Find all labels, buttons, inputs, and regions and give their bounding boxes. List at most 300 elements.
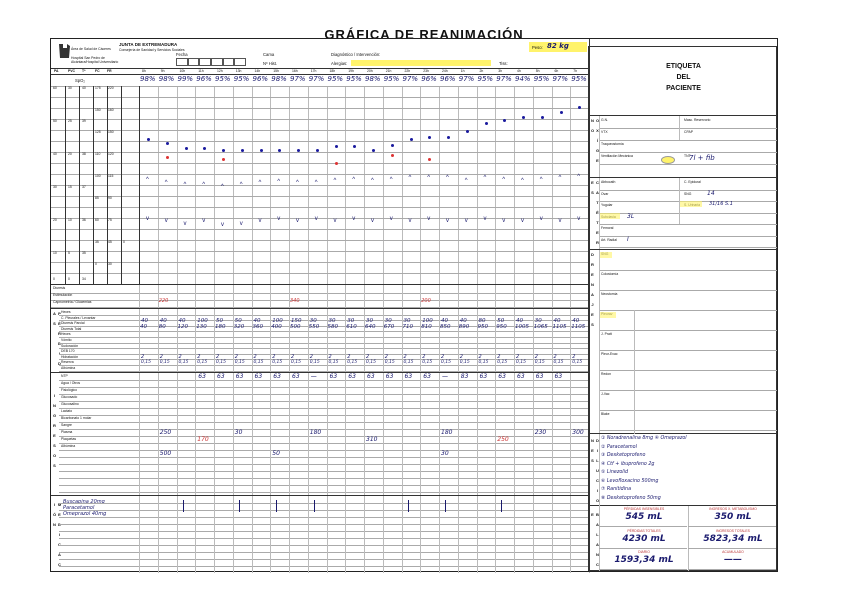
scale-t: 35 — [82, 251, 86, 255]
hour-label: 14h — [254, 69, 261, 73]
ingresos-row-label: Fisiológico — [61, 388, 78, 392]
grid-line — [477, 496, 478, 573]
perdidas-row-label: Heces — [61, 332, 71, 337]
dilucion-item: ⑧ Dexketoprofeno 50mg — [601, 495, 661, 501]
grid-line — [327, 496, 328, 573]
scale-t: 34 — [82, 277, 86, 281]
logo-icon — [57, 42, 71, 60]
grid-line — [107, 86, 108, 284]
cateter-right-label: C. Epidural — [684, 180, 701, 184]
ntp-value: 63 — [498, 373, 506, 380]
hidratacion-value: 2 — [459, 354, 463, 360]
ntp-value: 63 — [198, 373, 206, 380]
hour-label: 6h — [554, 69, 559, 73]
diuresis-parcial-value: 30 — [309, 318, 317, 324]
grid-line — [420, 496, 421, 573]
alergias-highlight[interactable] — [351, 60, 491, 66]
diuresis-total-value: 400 — [271, 324, 282, 330]
scale-fc: 125 — [95, 130, 101, 134]
peso-value: 82 kg — [547, 42, 569, 50]
ntp-value: — — [442, 373, 448, 380]
grid-line — [402, 373, 403, 496]
grid-line — [495, 285, 496, 309]
reserva-value: 0,15 — [197, 360, 208, 365]
ntp-value: 63 — [273, 373, 281, 380]
grid-line — [402, 309, 403, 373]
diuresis-total-value: 320 — [233, 324, 245, 330]
balance-cell-label: INGRESOS X. METABOLISMO — [709, 507, 757, 511]
scale-pa: 0 — [53, 277, 55, 281]
ingreso-value: 30 — [441, 450, 449, 457]
hour-label: 1h — [460, 69, 465, 73]
diuresis-parcial-value: 50 — [216, 318, 223, 324]
ingresos-row-label: Agua / Otros — [61, 381, 81, 385]
hour-label: 22h — [404, 69, 411, 73]
ntp-value: 63 — [217, 373, 225, 380]
hour-label: 9h — [160, 69, 165, 73]
pa-dia-mark: v — [558, 218, 562, 225]
grid-line — [252, 496, 253, 573]
grid-line — [195, 496, 196, 573]
ingreso-value: 180 — [441, 429, 453, 436]
hidratacion-value: 2 — [347, 354, 351, 360]
pa-dia-mark: v — [239, 220, 243, 227]
medication-tick — [314, 500, 315, 512]
diuresis-parcial-value: 40 — [141, 318, 148, 324]
medicacion-label: M E D I C A C I Ó N — [52, 502, 62, 567]
diuresis-parcial-value: 80 — [478, 318, 486, 324]
ingresos-row-label: NTP — [61, 374, 68, 378]
fc-point — [503, 119, 506, 122]
scale-fc: 0 — [95, 262, 97, 266]
pa-sys-mark: ^ — [333, 177, 337, 184]
diuresis-parcial-value: 40 — [253, 318, 261, 324]
pa-dia-mark: v — [483, 216, 487, 223]
grid-line — [420, 285, 421, 309]
hidratacion-value: 2 — [309, 354, 313, 360]
pa-sys-mark: ^ — [314, 179, 318, 186]
pa-dia-mark: v — [296, 218, 299, 225]
spo2-value: 98% — [158, 75, 175, 83]
ingreso-value: 170 — [197, 436, 209, 443]
grid-line — [599, 247, 777, 248]
reserva-value: 0,15 — [291, 360, 302, 365]
diuresis-parcial-value: 30 — [328, 318, 336, 324]
hidratacion-value: 2 — [272, 354, 276, 360]
grid-line — [477, 309, 478, 373]
hidratacion-value: 2 — [178, 354, 182, 360]
diuresis-parcial-value: 30 — [366, 318, 373, 324]
mid-row-label: Diuresis — [53, 286, 66, 290]
dilucion-item: ⑥ Levofloxacino 500mg — [601, 478, 659, 484]
grid-line — [139, 285, 140, 309]
grid-line — [599, 128, 777, 129]
ingresos-section — [51, 372, 589, 496]
pa-dia-mark: v — [389, 216, 393, 223]
grid-line — [364, 496, 365, 573]
perdidas-row-label: Sudoración — [61, 343, 79, 348]
fc-point — [166, 142, 169, 145]
diuresis-total-value: 1065 — [533, 324, 548, 330]
reserva-value: 0,15 — [366, 360, 377, 365]
nhist-label: Nº Hist. — [263, 61, 278, 66]
cateter-value: 14 — [707, 190, 715, 197]
grid-line — [599, 370, 777, 371]
ingresos-row-label: Glucosalino — [61, 402, 79, 406]
grid-line — [252, 285, 253, 309]
grid-line — [327, 285, 328, 309]
pa-sys-mark: ^ — [146, 176, 149, 183]
section-row-label: Blake — [601, 412, 610, 416]
scale-pvc: 5 — [68, 251, 70, 255]
diluciones-label: D I L U C I O N E S — [590, 438, 600, 503]
spo2-value: 96% — [252, 75, 269, 83]
pa-sys-mark: ^ — [464, 177, 468, 184]
perdidas-row-label: Diuresis Total — [61, 326, 82, 331]
fc-point — [485, 122, 488, 125]
ventilacion-value: 7l + fib — [689, 154, 715, 162]
grid-line — [679, 116, 680, 140]
balance-cell-label: INGRESOS TOTALES — [716, 529, 750, 533]
scale-pa: 30 — [53, 185, 57, 189]
reserva-value: 0,15 — [234, 360, 245, 365]
grid-line — [533, 496, 534, 573]
grid-line — [195, 373, 196, 496]
diuresis-parcial-value: 100 — [422, 318, 433, 324]
scale-fc: 110 — [95, 152, 101, 156]
grid-line — [327, 309, 328, 373]
fr-point — [166, 156, 169, 159]
grid-line — [51, 163, 589, 164]
ingresos-row-label: Glucosado — [61, 395, 78, 399]
grid-line — [552, 496, 553, 573]
grid-line — [195, 309, 196, 373]
sng-highlight — [600, 252, 612, 258]
hour-label: 12h — [217, 69, 223, 73]
reserva-value: 0,15 — [459, 360, 470, 365]
grid-line — [420, 309, 421, 373]
dilucion-item: ④ Ctf + ibuprofeno 2g — [601, 461, 655, 467]
balance-section — [588, 506, 777, 571]
hidratacion-value: 2 — [234, 354, 238, 360]
pa-sys-mark: ^ — [277, 178, 281, 185]
col-header: PA — [54, 69, 59, 73]
ingresos-row-label: Albúmina — [61, 444, 76, 448]
perdidas-row-label: Heces — [61, 310, 71, 314]
grid-line — [51, 119, 589, 120]
balance-label: B A L A N C E — [590, 512, 600, 567]
grid-line — [495, 309, 496, 373]
glucemia-value: 340 — [290, 298, 300, 304]
grid-line — [599, 236, 777, 237]
grid-line — [177, 373, 178, 496]
grid-line — [51, 141, 589, 142]
perdidas-row-label: DEB 170 — [61, 349, 75, 354]
diuresis-parcial-value: 30 — [534, 318, 542, 324]
pa-dia-mark: v — [164, 218, 168, 225]
scale-pa: 40 — [53, 152, 57, 156]
diuresis-parcial-value: 40 — [516, 318, 523, 324]
diuresis-total-value: 1105 — [552, 324, 567, 330]
diuresis-parcial-value: 100 — [197, 318, 208, 324]
pa-sys-mark: ^ — [296, 179, 299, 186]
pa-sys-mark: ^ — [183, 182, 187, 189]
scale-fr: 115 — [108, 174, 114, 178]
diuresis-parcial-value: 40 — [553, 318, 561, 324]
perdidas-row-label: Diuresis Parcial — [61, 321, 85, 326]
diuresis-parcial-value: 30 — [347, 318, 355, 324]
balance-cell-label: DIARIO — [638, 550, 650, 554]
dilucion-item: ③ Dexketoprofeno — [601, 453, 646, 458]
spo2-value: 95% — [215, 75, 231, 83]
grid-line — [51, 218, 589, 219]
grid-line — [214, 496, 215, 573]
fc-point — [428, 136, 431, 139]
perdidas-row-label: C. Pleurales / Levantar — [61, 315, 96, 320]
grid-line — [477, 285, 478, 309]
balance-cell-value: 4230 mL — [622, 534, 666, 544]
grid-line — [599, 290, 777, 291]
fc-point — [466, 130, 469, 133]
grid-line — [270, 496, 271, 573]
scale-pvc: 30 — [68, 86, 72, 90]
hour-label: 8h — [142, 69, 146, 73]
section-row-label: Traqueostomía — [601, 142, 624, 146]
medicacion-item: Omeprazol 40mg — [63, 511, 107, 517]
diuresis-parcial-value: 40 — [441, 318, 448, 324]
grid-line — [308, 496, 309, 573]
grid-line — [93, 86, 94, 284]
grid-line — [552, 309, 553, 373]
grid-line — [289, 309, 290, 373]
pa-sys-mark: ^ — [371, 177, 374, 184]
diuresis-total-value: 130 — [196, 324, 207, 330]
grid-line — [599, 224, 777, 225]
cateteres-section — [588, 178, 777, 250]
section-row-label: Art. Radial — [601, 237, 617, 242]
patient-label-box — [588, 46, 777, 116]
reserva-value: 0,15 — [141, 360, 152, 365]
balance-cell-label: PÉRDIDAS INSENSIBLES — [623, 507, 665, 511]
grid-line — [51, 174, 589, 175]
grid-line — [599, 430, 777, 431]
grid-line — [158, 373, 159, 496]
ntp-value: 63 — [479, 373, 488, 380]
section-row-label: J. Pratt — [601, 332, 612, 336]
balance-cell-value: 5823,34 mL — [703, 534, 763, 544]
etiqueta-line-1: ETIQUETA — [666, 63, 701, 70]
grid-line — [458, 309, 459, 373]
medication-tick — [276, 500, 277, 512]
grid-line — [599, 434, 600, 506]
fc-point — [578, 106, 581, 109]
grid-line — [458, 373, 459, 496]
ventilacion-highlight — [661, 156, 675, 164]
spo2-value: 96% — [196, 75, 212, 83]
spo2-value: 97% — [308, 75, 325, 83]
diuresis-total-value: 580 — [327, 324, 338, 330]
ingresos-row-label: Plasma — [61, 430, 73, 434]
spo2-value: 98% — [365, 75, 381, 83]
spo2-value: 97% — [552, 75, 569, 83]
grid-line — [383, 285, 384, 309]
ntp-value: 63 — [404, 373, 413, 380]
cateter-value: 31/16 S.1 — [709, 201, 733, 207]
hour-label: 15h — [273, 69, 279, 73]
grid-line — [158, 285, 159, 309]
col-header: FC — [95, 69, 100, 73]
grid-line — [688, 548, 776, 549]
scale-fr: 45 — [108, 240, 112, 244]
grid-line — [65, 86, 66, 284]
balance-cell-value: 545 mL — [625, 512, 663, 522]
grid-line — [599, 548, 687, 549]
col-header: PVC — [68, 69, 75, 73]
reserva-value: 0,15 — [572, 360, 583, 365]
pa-sys-mark: ^ — [164, 179, 168, 186]
grid-line — [458, 285, 459, 309]
reserva-value: 0,15 — [516, 360, 527, 365]
ingreso-value: 300 — [572, 429, 584, 436]
grid-line — [439, 285, 440, 309]
grid-line — [439, 373, 440, 496]
hour-label: 11h — [198, 69, 204, 73]
grid-line — [439, 496, 440, 573]
ntp-value: 63 — [423, 373, 431, 380]
grid-line — [79, 86, 80, 284]
diuresis-total-value: 500 — [290, 324, 301, 330]
diluciones-section — [588, 434, 777, 506]
grid-line — [570, 373, 571, 496]
reserva-value: 0,15 — [159, 360, 170, 365]
grid-line — [270, 309, 271, 373]
grid-line — [599, 270, 777, 271]
grid-line — [51, 293, 589, 294]
diuresis-total-value: 180 — [215, 324, 226, 330]
medication-tick — [183, 500, 184, 512]
pa-dia-mark: v — [146, 216, 149, 223]
cama-label: Cama — [263, 52, 275, 57]
etiqueta-line-2: DEL — [676, 74, 691, 81]
grid-line — [364, 309, 365, 373]
hour-label: 20h — [367, 69, 373, 73]
grid-line — [514, 309, 515, 373]
hidratacion-value: 2 — [497, 354, 501, 360]
spo2-value: 95% — [477, 75, 494, 83]
hour-label: 18h — [329, 69, 336, 73]
grid-line — [599, 310, 777, 311]
hour-label: 5h — [535, 69, 540, 73]
grid-line — [233, 285, 234, 309]
scale-pa: 10 — [53, 251, 57, 255]
spo2-value: 97% — [290, 75, 306, 83]
grid-line — [51, 152, 589, 153]
hour-label: 23h — [423, 69, 429, 73]
ntp-value: 83 — [460, 373, 469, 380]
hidratacion-value: 2 — [291, 354, 295, 360]
diuresis-total-value: 950 — [496, 324, 507, 330]
grid-line — [289, 285, 290, 309]
scale-fc: 85 — [95, 196, 99, 200]
section-row-label: Colostomía — [601, 272, 619, 276]
perdidas-row-label: Albúmina — [61, 366, 76, 370]
grid-line — [270, 285, 271, 309]
ntp-value: 63 — [535, 373, 544, 380]
cateter-value: I — [627, 236, 629, 243]
ingresos-row-label: Lactato — [61, 409, 73, 413]
grid-line — [364, 373, 365, 496]
ingreso-value: 310 — [366, 436, 378, 443]
oxigeno-section — [588, 116, 777, 178]
pa-sys-mark: ^ — [352, 176, 356, 183]
fecha-boxes[interactable] — [176, 58, 246, 66]
scale-t: 40 — [82, 86, 86, 90]
pa-sys-mark: ^ — [239, 182, 243, 189]
scale-fr: 160 — [108, 108, 114, 112]
fc-point — [353, 145, 356, 148]
diuresis-total-value: 610 — [346, 324, 357, 330]
ntp-value: — — [310, 373, 317, 380]
hidratacion-value: 2 — [159, 354, 163, 360]
reserva-value: 0,15 — [441, 360, 452, 365]
hidratacion-value: 2 — [553, 354, 557, 360]
glucemia-value: 220 — [158, 298, 169, 304]
pa-dia-mark: v — [577, 216, 581, 223]
diuresis-parcial-value: 100 — [272, 318, 283, 324]
pa-sys-mark: ^ — [202, 182, 206, 189]
peso-box[interactable] — [529, 42, 587, 52]
pa-sys-mark: ^ — [577, 174, 581, 181]
medication-tick — [239, 500, 240, 512]
cateter-value: 3L — [627, 213, 635, 220]
perdidas-label: P É R D I D A S — [52, 311, 62, 366]
pa-sys-mark: ^ — [427, 175, 431, 182]
oxigeno-right-label: Masc. Reservorio — [684, 118, 711, 122]
diuresis-total-value: 710 — [402, 324, 413, 330]
grid-line — [599, 250, 600, 433]
scale-fc: 150 — [95, 108, 101, 112]
diuresis-parcial-value: 40 — [159, 318, 167, 324]
ingresos-row-label: Plaquetas — [61, 437, 77, 441]
spo2-value: 96% — [440, 75, 456, 83]
scale-fr: 120 — [108, 152, 114, 156]
diag-label: Diagnóstico / Intervención: — [331, 52, 381, 57]
hidratacion-value: 2 — [534, 354, 538, 360]
diuresis-total-value: 850 — [440, 324, 451, 330]
hidratacion-value: 2 — [366, 354, 370, 360]
grid-line — [139, 309, 140, 373]
section-row-label: Ventilación Mecánica — [601, 154, 633, 158]
diuresis-total-value: 640 — [365, 324, 376, 330]
pa-dia-mark: v — [202, 218, 206, 225]
hour-label: 19h — [348, 69, 354, 73]
pa-dia-mark: v — [352, 216, 356, 223]
grid-line — [214, 309, 215, 373]
fc-point — [410, 138, 413, 141]
grid-line — [570, 496, 571, 573]
hour-label: 13h — [235, 69, 242, 73]
spo2-value: 96% — [421, 75, 437, 83]
grid-line — [383, 373, 384, 496]
grid-line — [233, 373, 234, 496]
reserva-value: 0,15 — [384, 360, 395, 365]
fc-point — [185, 147, 188, 150]
diuresis-total-value: 80 — [158, 324, 166, 330]
section-row-label: Pleur-Evac — [601, 352, 618, 356]
section-label: C A T É T E R E S — [590, 180, 600, 245]
pa-sys-mark: ^ — [389, 176, 393, 183]
medicacion-item: Buscapina 20mg — [63, 499, 105, 505]
